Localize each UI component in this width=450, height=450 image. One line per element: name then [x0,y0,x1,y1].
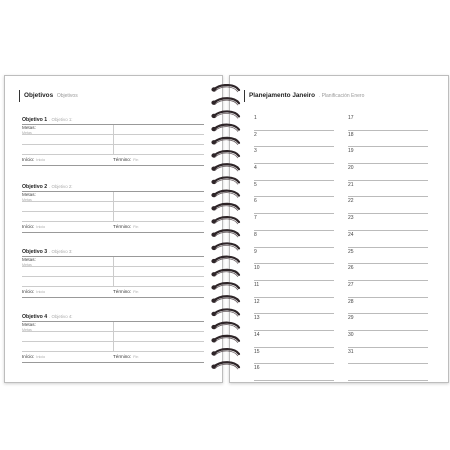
objective-line[interactable] [22,125,204,135]
spiral-ring [211,257,239,264]
objective-line[interactable] [22,332,204,342]
day-row[interactable] [254,248,334,265]
end-date-field[interactable] [113,222,138,232]
day-column-left [254,114,334,381]
objective-dates [22,155,204,166]
day-number: 25 [348,248,354,255]
metas-text: Metas: [22,257,36,262]
objective-dates [22,352,204,363]
day-number: 16 [254,365,260,372]
spiral-ring [211,243,239,250]
day-row[interactable] [348,281,428,298]
spiral-ring [211,309,239,316]
objective-dates [22,287,204,298]
objective-line[interactable] [22,192,204,202]
day-row[interactable] [254,281,334,298]
day-number: 11 [254,281,260,288]
spiral-ring [211,283,239,290]
objective-block [22,116,204,166]
day-row[interactable] [348,214,428,231]
page-title-main: Objetivos [24,92,54,99]
page-title [19,90,78,102]
day-number: 21 [348,181,354,188]
start-sublabel: Inicio [36,355,46,359]
start-date-field[interactable] [22,352,45,362]
day-number: 13 [254,315,260,322]
end-date-field[interactable] [113,287,138,297]
day-row[interactable] [348,131,428,148]
metas-label [22,126,36,135]
day-row[interactable] [254,264,334,281]
day-row[interactable] [254,364,334,381]
spiral-ring [211,296,239,303]
objective-dates [22,222,204,233]
spiral-ring [211,85,239,92]
day-number: 1 [254,115,257,121]
spiral-ring [211,177,239,184]
day-row[interactable] [254,314,334,331]
spiral-ring [211,125,239,132]
day-row[interactable] [348,164,428,181]
day-row[interactable] [348,197,428,214]
right-page [229,75,449,383]
day-row[interactable] [254,114,334,131]
objective-block [22,313,204,363]
start-sublabel: Inicio [36,158,46,162]
day-number: 7 [254,215,257,222]
day-row[interactable] [348,181,428,198]
objective-block [22,248,204,298]
day-row[interactable] [348,264,428,281]
day-row[interactable] [348,231,428,248]
day-number: 4 [254,165,257,172]
start-label: Início: [22,224,35,229]
metas-subtext: Metas [22,197,32,202]
end-label: Término: [113,224,132,229]
day-row[interactable] [254,147,334,164]
spiral-ring [211,164,239,171]
metas-text: Metas: [22,192,36,197]
day-row[interactable] [348,114,428,131]
day-number: 20 [348,165,354,172]
start-date-field[interactable] [22,155,45,165]
day-number: 14 [254,331,260,338]
start-label: Início: [22,157,35,162]
day-number: 12 [254,298,260,305]
day-number: 18 [348,131,354,138]
end-date-field[interactable] [113,352,138,362]
spiral-ring [211,111,239,118]
metas-label [22,258,36,267]
start-sublabel: Inicio [36,290,46,294]
day-number: 9 [254,248,257,255]
end-sublabel: Fin [133,290,139,294]
objective-line[interactable] [22,212,204,222]
objective-heading [22,248,204,257]
day-row[interactable] [348,147,428,164]
day-number: 17 [348,115,354,121]
day-row[interactable] [254,231,334,248]
day-number: 10 [254,265,260,272]
objective-line[interactable] [22,342,204,352]
day-row[interactable] [254,181,334,198]
start-date-field[interactable] [22,287,45,297]
day-number: 30 [348,331,354,338]
objective-line[interactable] [22,135,204,145]
left-page [4,75,223,383]
spiral-ring [211,204,239,211]
day-row[interactable] [254,164,334,181]
start-sublabel: Inicio [36,225,46,229]
day-number: 5 [254,181,257,188]
spiral-ring [211,98,239,105]
spiral-ring [211,217,239,224]
spiral-ring [211,362,239,369]
end-sublabel: Fin [133,225,139,229]
day-number: 3 [254,148,257,155]
objective-line[interactable] [22,145,204,155]
day-row[interactable] [348,314,428,331]
day-row[interactable] [348,248,428,265]
end-sublabel: Fin [133,355,139,359]
page-title-sub: . Planificación Enero [318,93,365,99]
start-date-field[interactable] [22,222,45,232]
day-row[interactable] [348,348,428,365]
day-row[interactable] [348,298,428,315]
metas-label [22,323,36,332]
day-row[interactable] [254,214,334,231]
objective-heading [22,116,204,125]
objective-block [22,183,204,233]
end-sublabel: Fin [133,158,139,162]
day-number: 24 [348,231,354,238]
start-label: Início: [22,289,35,294]
objective-line[interactable] [22,257,204,267]
day-column-right [348,114,428,381]
spiral-ring [211,151,239,158]
day-number: 23 [348,215,354,222]
spiral-ring [211,191,239,198]
day-row[interactable] [348,364,428,381]
day-row[interactable] [348,331,428,348]
page-title-sub: Objetivos [56,93,78,99]
day-number: 28 [348,298,354,305]
day-number: 8 [254,231,257,238]
objective-line[interactable] [22,322,204,332]
end-label: Término: [113,289,132,294]
day-row[interactable] [254,131,334,148]
objective-line[interactable] [22,202,204,212]
objective-sublabel: . Objetivo 2: [49,184,73,189]
objective-sublabel: . Objetivo 1: [49,117,73,122]
objective-line[interactable] [22,277,204,287]
day-row[interactable] [254,348,334,365]
start-label: Início: [22,354,35,359]
spiral-ring [211,349,239,356]
day-number: 15 [254,348,260,355]
page-title [244,90,364,102]
end-label: Término: [113,354,132,359]
day-row[interactable] [254,298,334,315]
spiral-ring [211,270,239,277]
spiral-binding [205,84,245,374]
objective-label: Objetivo 2 [22,184,48,190]
day-row[interactable] [254,331,334,348]
day-number: 2 [254,131,257,138]
objective-heading [22,313,204,322]
objective-label: Objetivo 1 [22,117,48,123]
spiral-ring [211,138,239,145]
objective-heading [22,183,204,192]
metas-subtext: Metas [22,262,32,267]
metas-text: Metas: [22,322,36,327]
end-date-field[interactable] [113,155,138,165]
objective-sublabel: . Objetivo 3: [49,249,73,254]
day-number: 6 [254,198,257,205]
spiral-ring [211,336,239,343]
metas-subtext: Metas [22,130,32,135]
objective-sublabel: . Objetivo 4: [49,314,73,319]
day-number: 27 [348,281,354,288]
spiral-ring [211,230,239,237]
objective-label: Objetivo 4 [22,314,48,320]
end-label: Término: [113,157,132,162]
day-number: 29 [348,315,354,322]
day-number: 19 [348,148,354,155]
metas-label [22,193,36,202]
day-number: 26 [348,265,354,272]
objective-label: Objetivo 3 [22,249,48,255]
objective-line[interactable] [22,267,204,277]
day-number: 31 [348,348,354,355]
spiral-ring [211,323,239,330]
day-row[interactable] [254,197,334,214]
page-title-main: Planejamento Janeiro [249,92,316,99]
metas-text: Metas: [22,125,36,130]
day-number: 22 [348,198,354,205]
metas-subtext: Metas [22,327,32,332]
